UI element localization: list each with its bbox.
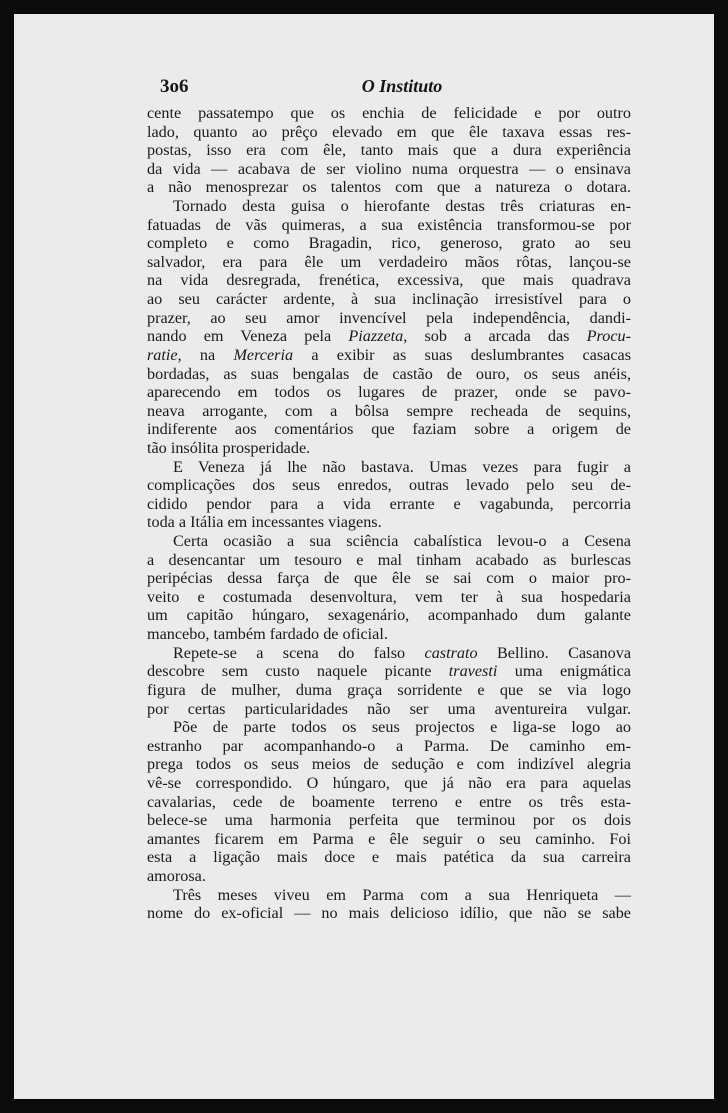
text-line: descobre sem custo naquele picante travesti uma enigmática bbox=[147, 662, 631, 681]
text-line: vê-se correspondido. O húngaro, que já não era para aquelas bbox=[147, 773, 631, 792]
text-line: Certa ocasião a sua sciência cabalística levou-o a Cesena bbox=[173, 532, 631, 551]
text-line: Põe de parte todos os seus projectos e liga-se logo ao bbox=[173, 718, 631, 737]
text-line: nando em Veneza pela Piazzeta, sob a arcada das Procu- bbox=[147, 327, 631, 346]
text-line: Tornado desta guisa o hierofante destas três criaturas en- bbox=[173, 197, 631, 216]
text-line: veito e costumada desenvoltura, vem ter à sua hospedaria bbox=[147, 587, 631, 606]
text-line: lado, quanto ao prêço elevado em que êle taxava essas res- bbox=[147, 122, 631, 141]
text-line: salvador, era para êle um verdadeiro mãos rôtas, lançou-se bbox=[147, 252, 631, 271]
paragraph-7 bbox=[147, 886, 631, 923]
paragraph-5 bbox=[147, 644, 631, 718]
text-line: cavalarias, cede de boamente terreno e entre os três esta- bbox=[147, 792, 631, 811]
text-line: da vida — acabava de ser violino numa orquestra — o ensinava bbox=[147, 159, 631, 178]
text-line: peripécias dessa farça de que êle se sai com o maior pro- bbox=[147, 569, 631, 588]
text-line: na vida desregrada, frenética, excessiva, que mais quadrava bbox=[147, 271, 631, 290]
text-line: amantes ficarem em Parma e êle seguir o seu caminho. Foi bbox=[147, 829, 631, 848]
paragraph-6 bbox=[147, 718, 631, 885]
body-text bbox=[147, 104, 631, 923]
text-line: postas, isso era com êle, tanto mais que a dura experiência bbox=[147, 141, 631, 160]
text-line: neava arrogante, com a bôlsa sempre recheada de sequins, bbox=[147, 401, 631, 420]
text-line: mancebo, também fardado de oficial. bbox=[147, 625, 388, 644]
text-line: cente passatempo que os enchia de felicidade e por outro bbox=[147, 104, 631, 122]
paragraph-3 bbox=[147, 458, 631, 532]
text-line: indiferente aos comentários que faziam sobre a origem de bbox=[147, 420, 631, 439]
text-line: fatuadas de vãs quimeras, a sua existência transformou-se por bbox=[147, 215, 631, 234]
text-line: Três meses viveu em Parma com a sua Henriqueta — bbox=[173, 885, 631, 904]
text-line: cidido pendor para a vida errante e vagabunda, percorria bbox=[147, 494, 631, 513]
text-line: complicações dos seus enredos, outras levado pelo seu de- bbox=[147, 476, 631, 495]
paragraph-1 bbox=[147, 104, 631, 197]
text-line: belece-se uma harmonia perfeita que terminou por os dois bbox=[147, 811, 631, 830]
text-line: nome do ex-oficial — no mais delicioso idílio, que não se sabe bbox=[147, 904, 631, 923]
text-line: prega todos os seus meios de sedução e com indizível alegria bbox=[147, 755, 631, 774]
page-header bbox=[160, 76, 644, 102]
text-line: figura de mulher, duma graça sorridente e que se via logo bbox=[147, 680, 631, 699]
text-line: E Veneza já lhe não bastava. Umas vezes para fugir a bbox=[173, 457, 631, 476]
text-line: ratie, na Merceria a exibir as suas deslumbrantes casacas bbox=[147, 345, 631, 364]
text-line: esta a ligação mais doce e mais patética da sua carreira bbox=[147, 848, 631, 867]
text-line: toda a Itália em incessantes viagens. bbox=[147, 513, 382, 532]
text-line: por certas particularidades não ser uma aventureira vulgar. bbox=[147, 699, 631, 718]
text-line: tão insólita prosperidade. bbox=[147, 438, 311, 457]
text-line: ao seu carácter ardente, à sua inclinação irresistível para o bbox=[147, 290, 631, 309]
paragraph-2 bbox=[147, 197, 631, 458]
text-line: Repete-se a scena do falso castrato Bellino. Casanova bbox=[173, 643, 632, 662]
text-line: a não menosprezar os talentos com que a natureza o dotara. bbox=[147, 178, 631, 197]
text-line: a desencantar um tesouro e mal tinham acabado as burlescas bbox=[147, 550, 631, 569]
text-line: estranho par acompanhando-o a Parma. De caminho em- bbox=[147, 736, 631, 755]
text-line: prazer, ao seu amor invencível pela independência, dandi- bbox=[147, 308, 631, 327]
page-number: 3o6 bbox=[160, 76, 189, 97]
text-line: bordadas, as suas bengalas de castão de ouro, os seus anéis, bbox=[147, 364, 631, 383]
text-line: aparecendo em todos os lugares de prazer, onde se pavo- bbox=[147, 383, 631, 402]
paragraph-4 bbox=[147, 532, 631, 644]
text-line: amorosa. bbox=[147, 866, 206, 885]
running-title: O Instituto bbox=[361, 76, 443, 96]
text-line: completo e como Bragadin, rico, generoso, grato ao seu bbox=[147, 234, 631, 253]
text-line: um capitão húngaro, sexagenário, acompanhado dum galante bbox=[147, 606, 631, 625]
